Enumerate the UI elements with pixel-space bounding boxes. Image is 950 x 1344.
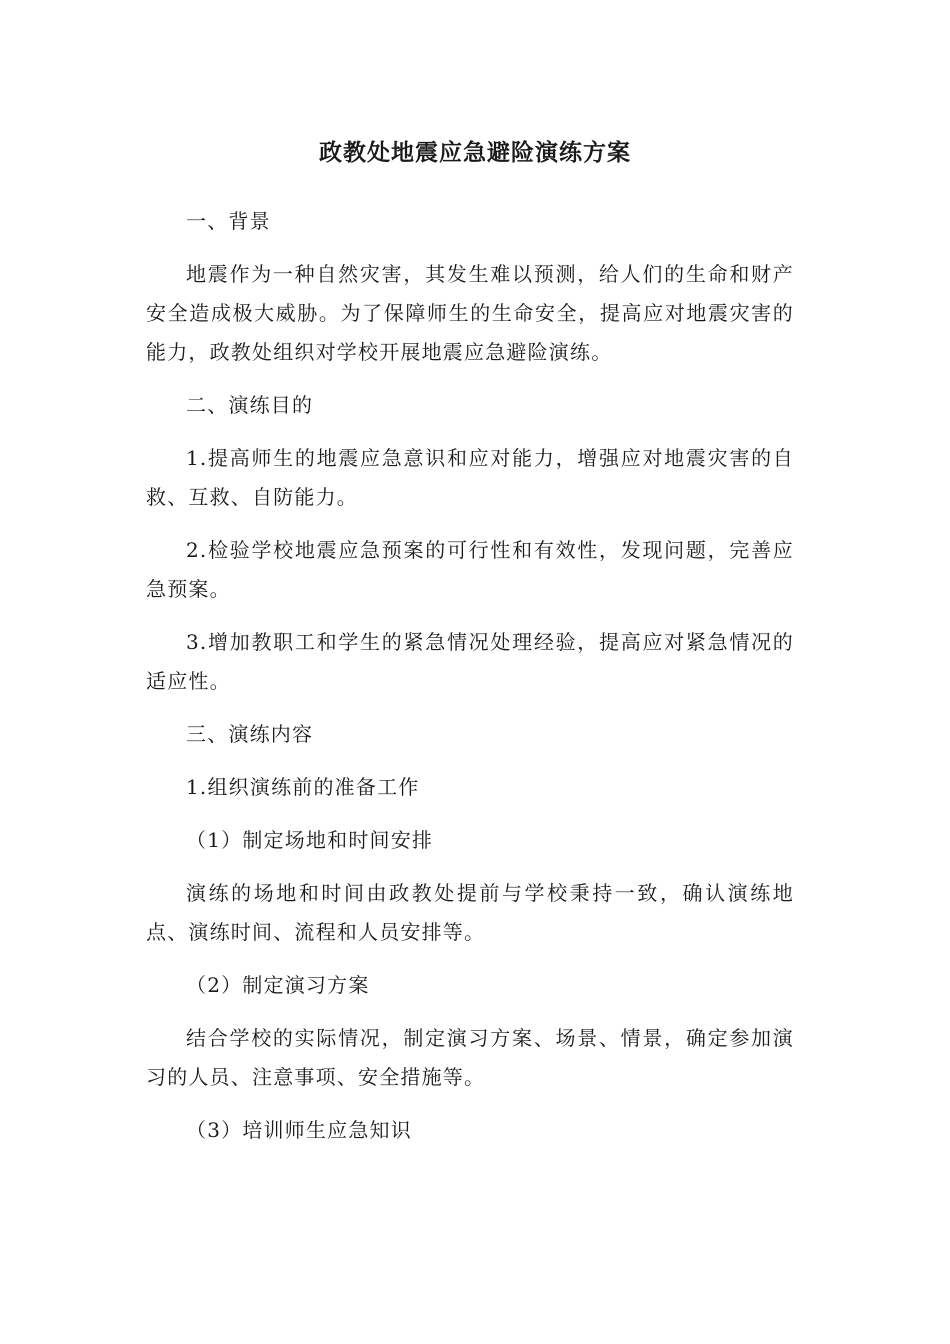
paragraph-background: 地震作为一种自然灾害，其发生难以预测，给人们的生命和财产安全造成极大威胁。为了保障师生的生命安全，提高应对地震灾害的能力，政教处组织对学校开展地震应急避险演练。 [146,262,794,364]
document-title: 政教处地震应急避险演练方案 [319,140,631,166]
content-item-1: 1.组织演练前的准备工作 [186,775,420,799]
subitem-3-heading: （3）培训师生应急知识 [186,1118,412,1142]
document-body [146,202,794,1164]
subitem-2-heading: （2）制定演习方案 [186,973,370,997]
subitem-2-paragraph: 结合学校的实际情况，制定演习方案、场景、情景，确定参加演习的人员、注意事项、安全措施等。 [146,1026,794,1089]
section-heading-content: 三、演练内容 [186,722,314,746]
section-heading-background: 一、背景 [186,209,271,233]
purpose-item-2: 2.检验学校地震应急预案的可行性和有效性，发现问题，完善应急预案。 [146,538,794,601]
purpose-item-1: 1.提高师生的地震应急意识和应对能力，增强应对地震灾害的自救、互救、自防能力。 [146,446,794,509]
subitem-1-paragraph: 演练的场地和时间由政教处提前与学校秉持一致，确认演练地点、演练时间、流程和人员安排等。 [146,881,794,944]
section-heading-purpose: 二、演练目的 [186,393,314,417]
purpose-item-3: 3.增加教职工和学生的紧急情况处理经验，提高应对紧急情况的适应性。 [146,630,794,693]
subitem-1-heading: （1）制定场地和时间安排 [186,828,434,852]
